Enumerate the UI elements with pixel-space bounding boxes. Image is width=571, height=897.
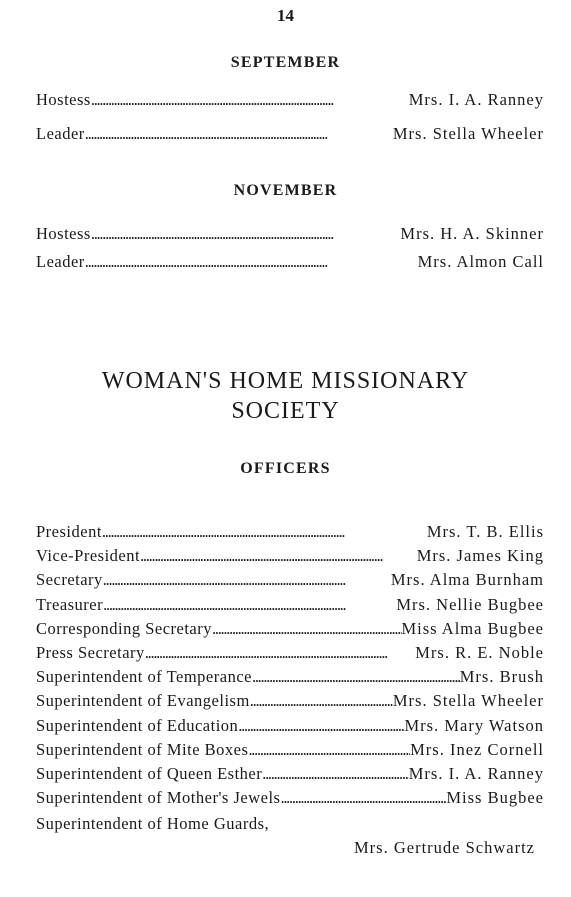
entry-value: Mrs. Stella Wheeler [392,124,544,143]
september-heading: SEPTEMBER [230,54,341,71]
entry-value: Mrs. Nellie Bugbee [396,594,544,614]
entry-value: Mrs. H. A. Skinner [400,224,544,243]
entry-value: Mrs. James King [416,546,544,566]
november-heading: NOVEMBER [233,182,338,199]
dot-leader [140,546,417,566]
home-guards-value: Mrs. Gertrude Schwartz [354,838,535,857]
entry-label: Vice-President [36,546,141,566]
entry-label: Superintendent of Home Guards, [36,814,270,833]
entry-label: Superintendent of Education [36,715,239,735]
entry-label: Secretary [36,570,103,590]
september-leader-entry [36,124,544,148]
dot-leader [212,619,402,639]
dot-leader [102,522,427,542]
dot-leader [103,595,396,615]
dot-leader [248,740,410,760]
society-title-line2: SOCIETY [231,398,340,424]
entry-value: Mrs. Brush [459,667,544,687]
entry-value: Miss Alma Bugbee [401,618,544,638]
entry-label: Leader [36,124,85,143]
officer-entry [36,764,544,788]
dot-leader [238,716,404,736]
officer-entry [36,595,544,619]
dot-leader [91,224,401,244]
home-guards-label [36,814,544,838]
officer-entry [36,546,544,570]
entry-label: Superintendent of Mite Boxes [36,739,249,759]
november-leader-entry [36,252,544,276]
officer-entry [36,716,544,740]
dot-leader [250,691,393,711]
officer-entry [36,691,544,715]
officer-entry [36,667,544,691]
page-number: 14 [277,6,294,25]
officer-entry [36,619,544,643]
entry-label: President [36,522,102,541]
entry-label: Corresponding Secretary [36,618,212,638]
november-hostess-entry [36,224,544,248]
dot-leader [103,570,391,590]
entry-value: Mrs. Alma Burnham [390,570,544,590]
dot-leader [91,90,409,110]
dot-leader [262,764,409,784]
entry-label: Leader [36,252,85,271]
society-title-line1: WOMAN'S HOME MISSIONARY [101,368,470,394]
entry-value: Mrs. I. A. Ranney [408,764,544,783]
officer-entry [36,740,544,764]
entry-label: Press Secretary [36,643,145,662]
dot-leader [85,252,418,272]
entry-label: Superintendent of Queen Esther [36,764,263,783]
dot-leader [145,643,415,663]
officer-entry [36,643,544,667]
entry-label: Superintendent of Mother's Jewels [36,788,281,808]
entry-value: Mrs. Mary Watson [404,715,544,735]
entry-value: Miss Bugbee [446,788,544,808]
dot-leader [280,788,446,808]
september-hostess-entry [36,90,544,114]
entry-value: Mrs. Almon Call [417,252,544,271]
entry-label: Hostess [36,90,91,109]
officer-entry [36,522,544,546]
officer-entry [36,788,544,812]
entry-label: Superintendent of Temperance [36,667,252,687]
entry-value: Mrs. I. A. Ranney [408,90,544,109]
entry-value: Mrs. Inez Cornell [410,739,544,759]
entry-value: Mrs. Stella Wheeler [392,691,544,711]
entry-label: Hostess [36,224,91,243]
entry-label: Superintendent of Evangelism [36,691,250,711]
entry-value: Mrs. T. B. Ellis [426,522,544,541]
officers-heading: OFFICERS [240,460,331,477]
dot-leader [85,124,393,144]
dot-leader [252,667,460,687]
entry-value: Mrs. R. E. Noble [415,643,544,662]
officer-entry [36,570,544,594]
entry-label: Treasurer [36,594,104,614]
